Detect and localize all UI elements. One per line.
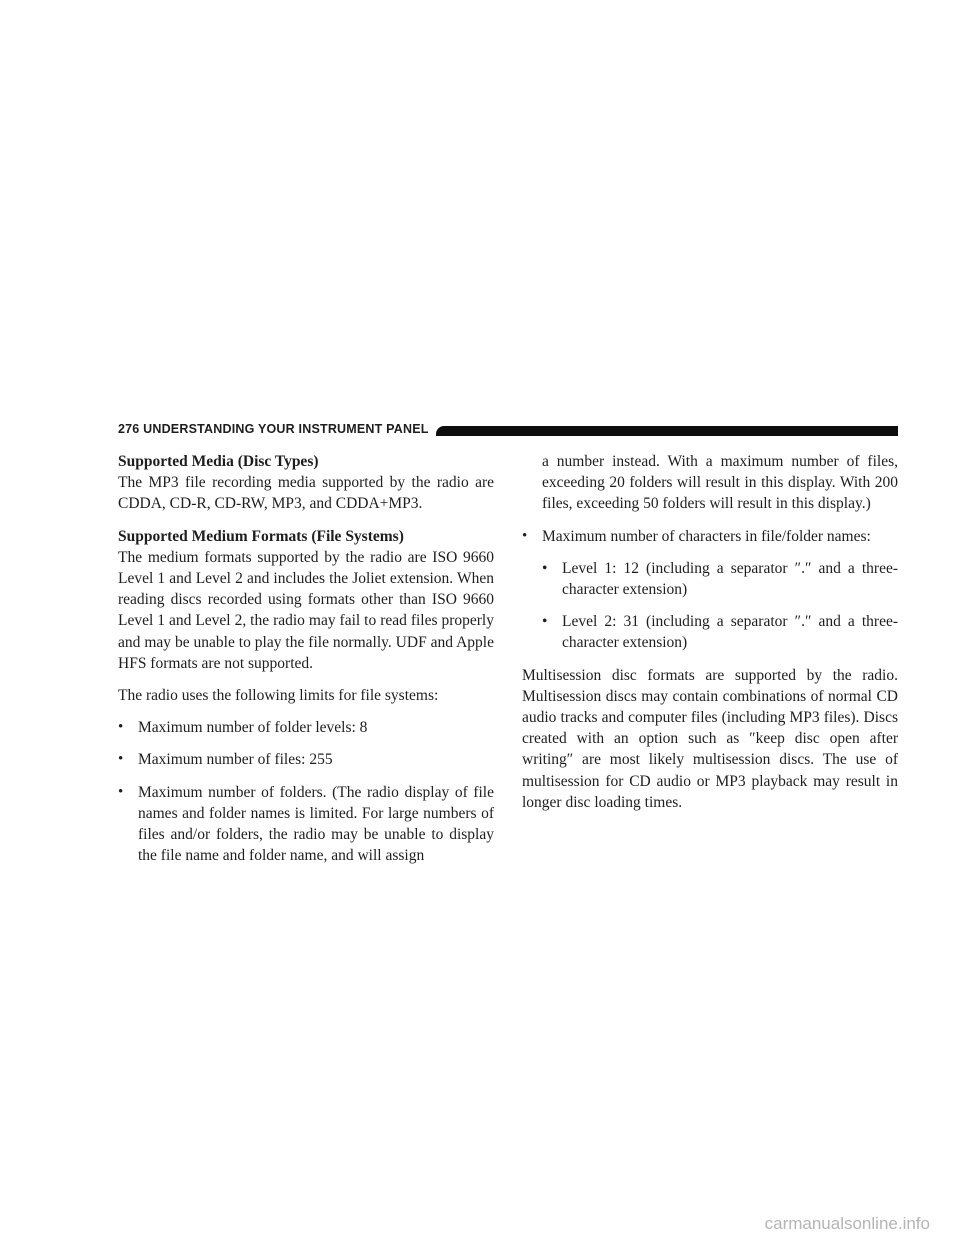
page-header	[118, 422, 898, 436]
bullet-icon: •	[118, 719, 124, 736]
right-column	[522, 451, 898, 824]
heading-supported-media: Supported Media (Disc Types)	[118, 453, 319, 470]
sublist-item	[522, 558, 898, 600]
list-item-text: Maximum number of characters in file/folder names:	[542, 527, 871, 545]
list-item-text: Maximum number of files: 255	[138, 751, 333, 769]
list-item	[522, 526, 898, 547]
list-item	[118, 717, 494, 738]
bullet-icon: •	[118, 783, 124, 800]
list-item-text: Maximum number of folder levels: 8	[138, 719, 368, 737]
paragraph-supported-formats: The medium formats supported by the radio are ISO 9660 Level 1 and Level 2 and includes the Joliet extension. When reading discs recorded using formats other than ISO 9660 Level 1 and Level 2, the radio may fail to read files properly and may be unable to play the file normally. UDF and Apple HFS formats are not supported.	[118, 548, 494, 672]
limits-list	[118, 717, 494, 866]
list-item-continuation: a number instead. With a maximum number of files, exceeding 20 folders will result in this display. With 200 files, exceeding 50 folders will result in this display.)	[542, 453, 898, 513]
header-rule	[436, 426, 898, 436]
bullet-icon: •	[542, 559, 548, 577]
paragraph-limits-intro: The radio uses the following limits for file systems:	[118, 687, 439, 705]
characters-list	[522, 526, 898, 547]
paragraph-multisession: Multisession disc formats are supported by the radio. Multisession discs may contain combinations of normal CD audio tracks and computer files (including MP3 files). Discs created with an option such as ″keep disc open after writing″ are most likely multisession discs. The use of multisession for CD audio or MP3 playback may result in longer disc loading times.	[522, 666, 898, 811]
sublist-item	[522, 611, 898, 653]
paragraph-supported-media: The MP3 file recording media supported by the radio are CDDA, CD-R, CD-RW, MP3, and CDDA+MP3.	[118, 474, 494, 513]
bullet-icon: •	[118, 751, 124, 768]
sublist-item-text: Level 1: 12 (including a separator ″.″ and a three-character extension)	[562, 559, 898, 599]
list-item	[118, 782, 494, 867]
sublist-item-text: Level 2: 31 (including a separator ″.″ and a three-character extension)	[562, 613, 898, 652]
list-item-text: Maximum number of folders. (The radio display of file names and folder names is limited. For large numbers of files and/or folders, the radio may be unable to display the file name and folder name, and will assign	[138, 783, 494, 865]
list-item	[118, 749, 494, 770]
page-header-label: 276 UNDERSTANDING YOUR INSTRUMENT PANEL	[118, 422, 429, 436]
levels-sublist	[522, 558, 898, 654]
bullet-icon: •	[542, 613, 548, 631]
left-column	[118, 451, 494, 877]
heading-supported-formats: Supported Medium Formats (File Systems)	[118, 527, 404, 545]
bullet-icon: •	[522, 527, 528, 544]
watermark: carmanualsonline.info	[764, 1214, 930, 1233]
